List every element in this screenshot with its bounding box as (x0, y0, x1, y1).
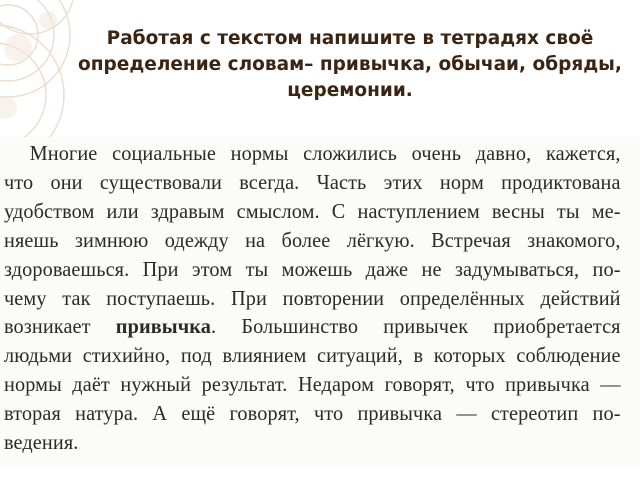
text-line-5: здороваешься. При этом ты можешь даже не задумываться, по- (4, 258, 621, 281)
text-line-1: Многие социальные нормы сложились очень давно, кажется, (29, 143, 621, 165)
key-term-habit: привычка (115, 316, 211, 339)
slide-title: Работая с текстом напишите в тетрадях своё определение словам– привычка, обычаи, обряды, церемонии. (78, 28, 622, 101)
textbook-paragraph (4, 140, 621, 458)
text-line-2: что они существовали всегда. Часть этих норм продиктована (4, 171, 621, 194)
text-line-7-before: возникает (4, 316, 116, 339)
textbook-excerpt (0, 137, 640, 467)
text-line-7-after: . Большинство привычек приобретается (210, 316, 621, 339)
text-line-10: вторая натура. А ещё говорят, что привычка — стереотип по- (4, 403, 621, 426)
text-line-8: людьми стихийно, под влиянием ситуаций, в которых соблюдение (4, 345, 621, 368)
text-line-11: ведения. (4, 432, 79, 455)
text-line-9: нормы даёт нужный результат. Недаром говорят, что привычка — (4, 374, 621, 397)
text-line-4: няешь зимнюю одежду на более лёгкую. Встречая знакомого, (4, 229, 621, 252)
text-line-6: чему так поступаешь. При повторении определённых действий (4, 287, 621, 310)
text-line-7 (4, 313, 621, 342)
text-line-3: удобством или здравым смыслом. С наступлением весны ты ме- (4, 200, 621, 223)
